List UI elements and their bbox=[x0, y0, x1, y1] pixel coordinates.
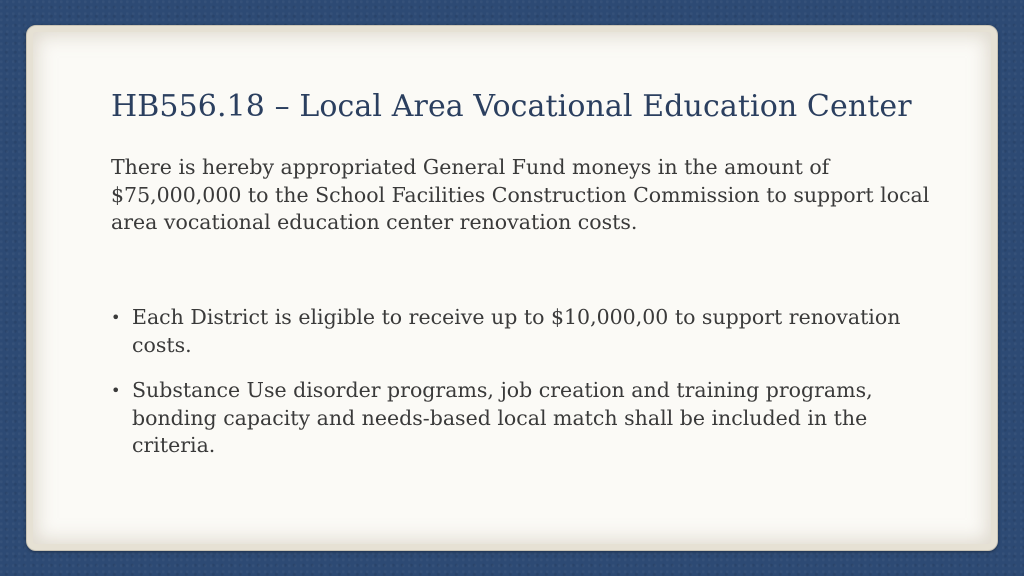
intro-paragraph: There is hereby appropriated General Fund moneys in the amount of $75,000,000 to the School Facilities Construction Commission to support local area vocational education center renovation costs. bbox=[111, 155, 930, 234]
bullet-item bbox=[111, 304, 941, 359]
slide-card bbox=[26, 25, 998, 551]
bullet-list bbox=[111, 304, 941, 478]
bullet-text: Substance Use disorder programs, job creation and training programs, bonding capacity and needs-based local match shall be included in the criteria. bbox=[132, 378, 873, 457]
bullet-dot-icon: • bbox=[111, 308, 121, 327]
bullet-item bbox=[111, 377, 941, 460]
slide-title: HB556.18 – Local Area Vocational Education Center bbox=[111, 89, 912, 124]
bullet-dot-icon: • bbox=[111, 381, 121, 400]
bullet-text: Each District is eligible to receive up to $10,000,00 to support renovation costs. bbox=[132, 305, 901, 357]
